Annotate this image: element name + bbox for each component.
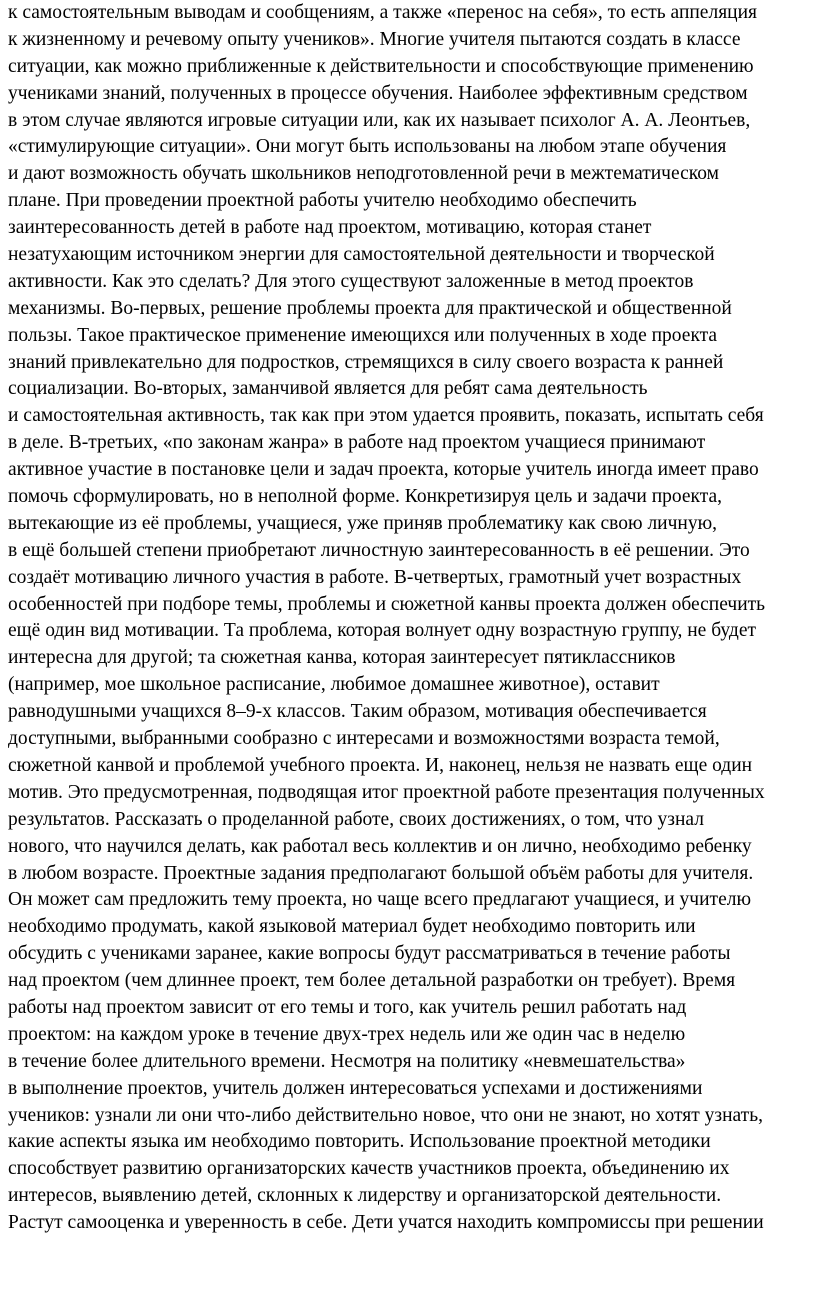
- text-line: сюжетной канвой и проблемой учебного проекта. И, наконец, нельзя не назвать еще один: [8, 754, 753, 776]
- text-line: [8, 1237, 814, 1264]
- text-line: к жизненному и речевому опыту учеников». Многие учителя пытаются создать в классе: [8, 28, 741, 50]
- text-line: проектом: на каждом уроке в течение двух-трех недель или же один час в неделю: [8, 1023, 686, 1045]
- text-line: особенностей при подборе темы, проблемы и сюжетной канвы проекта должен обеспечить: [8, 593, 766, 615]
- text-line: доступными, выбранными сообразно с интересами и возможностями возраста темой,: [8, 728, 720, 750]
- text-line: «стимулирующие ситуации». Они могут быть использованы на любом этапе обучения: [8, 136, 727, 158]
- text-line: плане. При проведении проектной работы учителю необходимо обеспечить: [8, 190, 637, 212]
- text-line: какие аспекты языка им необходимо повторить. Использование проектной методики: [8, 1131, 711, 1153]
- text-line: над проектом (чем длиннее проект, тем более детальной разработки он требует). Время: [8, 970, 736, 992]
- text-line: интересна для другой; та сюжетная канва, которая заинтересует пятиклассников: [8, 647, 676, 669]
- text-line: в любом возрасте. Проектные задания предполагают большой объём работы для учителя.: [8, 862, 754, 884]
- text-line: в выполнение проектов, учитель должен интересоваться успехами и достижениями: [8, 1077, 703, 1099]
- document-page: [8, 0, 816, 1264]
- text-line: социализации. Во-вторых, заманчивой является для ребят сама деятельность: [8, 378, 648, 400]
- text-line: необходимо продумать, какой языковой материал будет необходимо повторить или: [8, 916, 696, 938]
- text-line: заинтересованность детей в работе над проектом, мотивацию, которая станет: [8, 217, 652, 239]
- text-line: (например, мое школьное расписание, любимое домашнее животное), оставит: [8, 674, 660, 696]
- text-line: незатухающим источником энергии для самостоятельной деятельности и творческой: [8, 244, 715, 266]
- text-line: обсудить с учениками заранее, какие вопросы будут рассматриваться в течение работы: [8, 943, 731, 965]
- text-line: результатов. Рассказать о проделанной работе, своих достижениях, о том, что узнал: [8, 808, 704, 830]
- text-line: механизмы. Во-первых, решение проблемы проекта для практической и общественной: [8, 297, 732, 319]
- text-line: к самостоятельным выводам и сообщениям, а также «перенос на себя», то есть аппеляция: [8, 2, 758, 23]
- text-line: активное участие в постановке цели и задач проекта, которые учитель иногда имеет право: [8, 459, 759, 481]
- text-line: в этом случае являются игровые ситуации или, как их называет психолог А. А. Леонтьев,: [8, 109, 751, 131]
- text-line: и дают возможность обучать школьников неподготовленной речи в межтематическом: [8, 163, 719, 185]
- text-line: Он может сам предложить тему проекта, но чаще всего предлагают учащиеся, и учителю: [8, 889, 752, 911]
- text-line: создаёт мотивацию личного участия в работе. В-четвертых, грамотный учет возрастных: [8, 566, 742, 588]
- text-line: в деле. В-третьих, «по законам жанра» в работе над проектом учащиеся принимают: [8, 432, 706, 454]
- text-line: учеников: узнали ли они что-либо действительно новое, что они не знают, но хотят узнать,: [8, 1104, 763, 1126]
- text-line: активности. Как это сделать? Для этого существуют заложенные в метод проектов: [8, 270, 694, 292]
- text-line: работы над проектом зависит от его темы и того, как учитель решил работать над: [8, 996, 687, 1018]
- text-line: в ещё большей степени приобретают личностную заинтересованность в её решении. Это: [8, 539, 750, 561]
- text-line: Растут самооценка и уверенность в себе. Дети учатся находить компромиссы при решении: [8, 1212, 764, 1234]
- text-line: ещё один вид мотивации. Та проблема, которая волнует одну возрастную группу, не будет: [8, 620, 757, 642]
- text-line: способствует развитию организаторских качеств участников проекта, объединению их: [8, 1158, 730, 1180]
- text-line: интересов, выявлению детей, склонных к лидерству и организаторской деятельности.: [8, 1185, 722, 1207]
- text-line: в течение более длительного времени. Несмотря на политику «невмешательства»: [8, 1050, 686, 1072]
- text-line: помочь сформулировать, но в неполной форме. Конкретизируя цель и задачи проекта,: [8, 486, 723, 508]
- text-line: и самостоятельная активность, так как при этом удается проявить, показать, испытать себя: [8, 405, 764, 427]
- text-line: мотив. Это предусмотренная, подводящая итог проектной работе презентация полученных: [8, 781, 765, 803]
- text-line: ситуации, как можно приближенные к действительности и способствующие применению: [8, 55, 754, 77]
- text-line: нового, что научился делать, как работал весь коллектив и он лично, необходимо ребенку: [8, 835, 752, 857]
- text-line: учениками знаний, полученных в процессе обучения. Наиболее эффективным средством: [8, 82, 748, 104]
- text-line: равнодушными учащихся 8–9-х классов. Таким образом, мотивация обеспечивается: [8, 701, 707, 723]
- text-line: знаний привлекательно для подростков, стремящихся в силу своего возраста к ранней: [8, 351, 724, 373]
- text-line: вытекающие из её проблемы, учащиеся, уже приняв проблематику как свою личную,: [8, 512, 718, 534]
- text-line: пользы. Такое практическое применение имеющихся или полученных в ходе проекта: [8, 324, 718, 346]
